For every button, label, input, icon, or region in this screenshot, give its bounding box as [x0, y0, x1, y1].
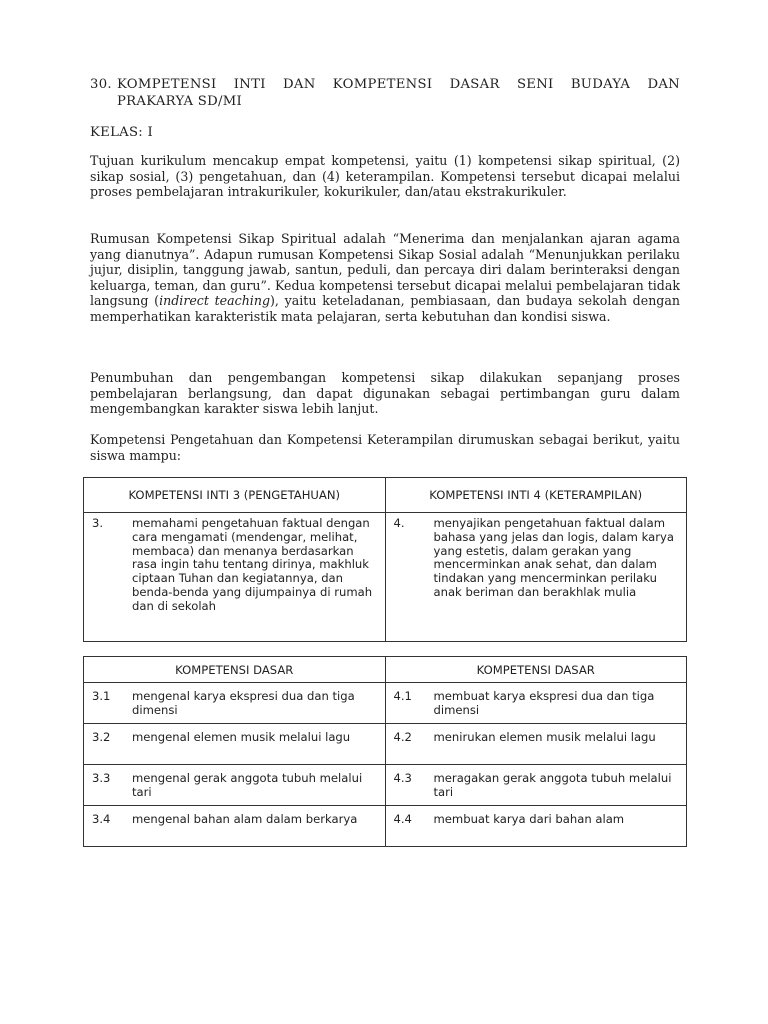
section-title: [117, 76, 680, 110]
kd-left-cell: [84, 683, 386, 724]
kd-text: membuat karya ekspresi dua dan tiga dimensi: [433, 689, 655, 717]
basic-competence-table: [83, 656, 687, 847]
ki4-text: menyajikan pengetahuan faktual dalam bahasa yang jelas dan logis, dalam karya yang estetis, dalam gerakan yang mencerminkan anak sehat, dan dalam tindakan yang mencerminkan perilaku anak beriman dan berakhlak mulia: [433, 516, 674, 599]
kd-number: 3.2: [92, 730, 111, 744]
paragraph-attitude-italic: indirect teaching: [159, 293, 271, 309]
section-number: 30.: [90, 77, 112, 92]
section-heading: [90, 76, 680, 110]
kd-text: membuat karya dari bahan alam: [433, 812, 625, 826]
kd-right-cell: [385, 806, 687, 847]
kd-number: 4.1: [393, 689, 412, 703]
kd-number: 3.1: [92, 689, 111, 703]
core-competence-body-row: [84, 513, 687, 642]
kd-number: 3.3: [92, 771, 111, 785]
kd-text: meragakan gerak anggota tubuh melalui tari: [433, 771, 672, 799]
ki3-text: memahami pengetahuan faktual dengan cara mengamati (mendengar, melihat, membaca) dan menanya berdasarkan rasa ingin tahu tentang dirinya, makhluk ciptaan Tuhan dan kegiatannya, dan benda-benda yang dijumpainya di rumah dan di sekolah: [132, 516, 373, 613]
ki4-number: 4.: [393, 516, 405, 530]
kd-right-cell: [385, 724, 687, 765]
paragraph-goals: Tujuan kurikulum mencakup empat kompetensi, yaitu (1) kompetensi sikap spiritual, (2) sikap sosial, (3) pengetahuan, dan (4) keterampilan. Kompetensi tersebut dicapai melalui proses pembelajaran intrakurikuler, kokurikuler, dan/atau ekstrakurikuler.: [90, 153, 680, 200]
paragraph-attitude: [90, 231, 680, 325]
ki3-number: 3.: [92, 516, 104, 530]
ki3-header: KOMPETENSI INTI 3 (PENGETAHUAN): [84, 478, 386, 513]
core-competence-header-row: [84, 478, 687, 513]
kd-text: mengenal bahan alam dalam berkarya: [132, 812, 358, 826]
kd-header-left: KOMPETENSI DASAR: [84, 657, 386, 683]
kd-text: mengenal karya ekspresi dua dan tiga dimensi: [132, 689, 355, 717]
kd-left-cell: [84, 806, 386, 847]
class-label: KELAS: I: [90, 125, 154, 140]
kd-left-cell: [84, 765, 386, 806]
core-competence-table: [83, 477, 687, 642]
section-title-line1: KOMPETENSI INTI DAN KOMPETENSI DASAR SENI BUDAYA DAN: [117, 77, 680, 92]
paragraph-development: Penumbuhan dan pengembangan kompetensi sikap dilakukan sepanjang proses pembelajaran berlangsung, dan dapat digunakan sebagai pertimbangan guru dalam mengembangkan karakter siswa lebih lanjut.: [90, 370, 680, 417]
table-row: [84, 724, 687, 765]
kd-left-cell: [84, 724, 386, 765]
kd-number: 4.4: [393, 812, 412, 826]
kd-number: 4.2: [393, 730, 412, 744]
table-row: [84, 765, 687, 806]
kd-text: mengenal elemen musik melalui lagu: [132, 730, 351, 744]
kd-header-right: KOMPETENSI DASAR: [385, 657, 687, 683]
kd-right-cell: [385, 765, 687, 806]
paragraph-attitude-part1: Rumusan Kompetensi Sikap Spiritual adalah “Menerima dan menjalankan ajaran agama yang dianutnya”. Adapun rumusan Kompetensi Sikap Sosial adalah “Menunjukkan perilaku jujur, disiplin, tanggung jawab, santun, peduli, dan percaya diri dalam berinteraksi dengan keluarga, teman, dan guru”. Kedua kompetensi tersebut dicapai melalui pembelajaran tidak langsung (: [90, 231, 680, 309]
kd-text: mengenal gerak anggota tubuh melalui tari: [132, 771, 363, 799]
ki4-header: KOMPETENSI INTI 4 (KETERAMPILAN): [385, 478, 687, 513]
kd-right-cell: [385, 683, 687, 724]
ki4-cell: [385, 513, 687, 642]
ki3-cell: [84, 513, 386, 642]
table-row: [84, 683, 687, 724]
kd-number: 4.3: [393, 771, 412, 785]
paragraph-competence-intro: Kompetensi Pengetahuan dan Kompetensi Keterampilan dirumuskan sebagai berikut, yaitu siswa mampu:: [90, 432, 680, 463]
section-title-line2: PRAKARYA SD/MI: [117, 94, 243, 109]
table-row: [84, 806, 687, 847]
kd-number: 3.4: [92, 812, 111, 826]
basic-competence-header-row: [84, 657, 687, 683]
paragraph-attitude-part2: ), yaitu keteladanan, pembiasaan, dan budaya sekolah dengan memperhatikan karakteristik mata pelajaran, serta kebutuhan dan kondisi siswa.: [90, 293, 680, 324]
kd-text: menirukan elemen musik melalui lagu: [433, 730, 656, 744]
